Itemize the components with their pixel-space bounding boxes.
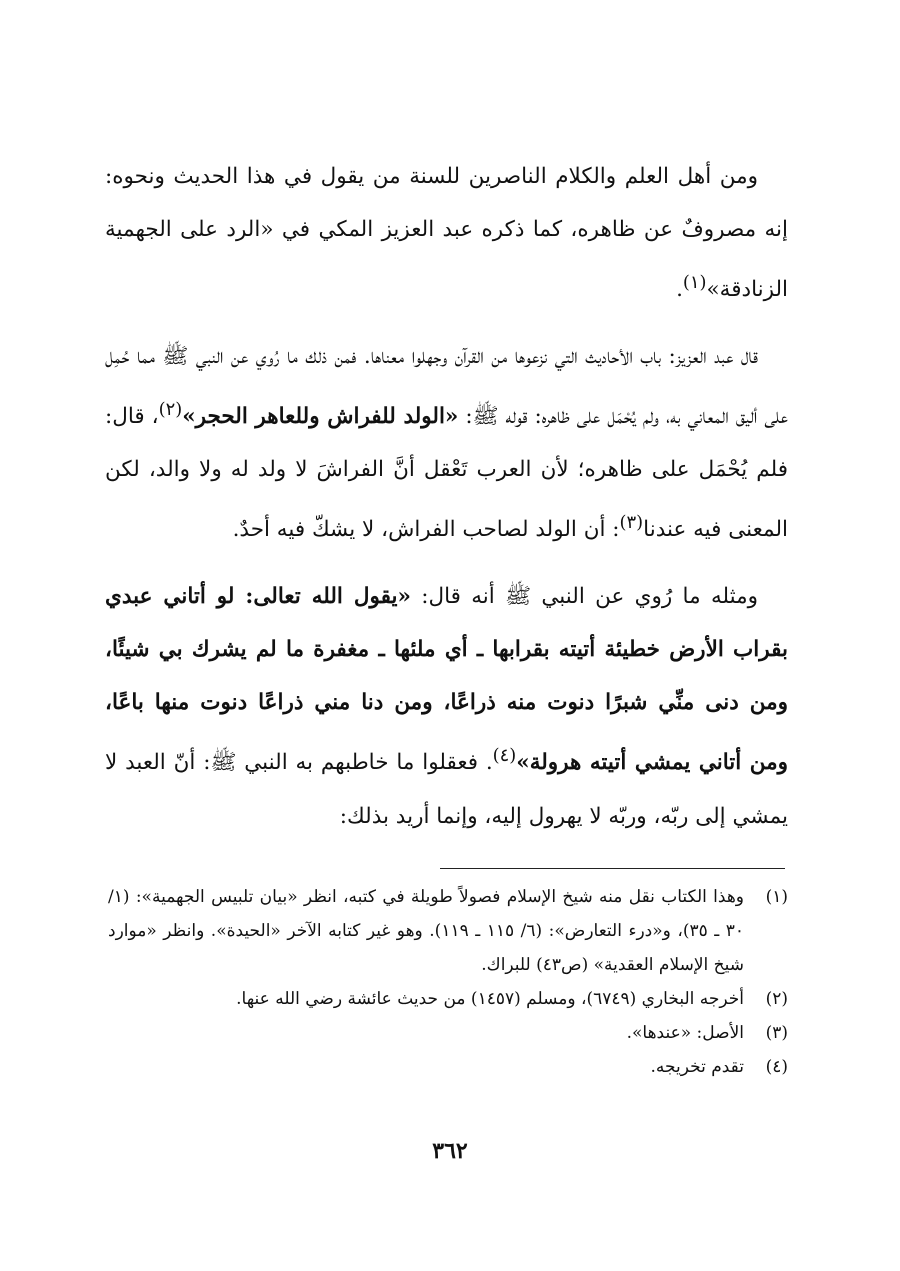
paragraph-3-text-2: . فعقلوا ما خاطبهم به النبي ﷺ: أنّ العبد لا يمشي إلى ربّه، وربّه لا يهرول إليه، وإنما أريد بذلك: (105, 750, 788, 829)
paragraph-2-text-2: ، قال: فلم يُحْمَل على ظاهره؛ لأن العرب تَعْقل أنَّ الفراشَ لا ولد له ولا والد، لكن المعنى فيه عندنا (105, 404, 788, 543)
footnote-ref-1[interactable]: (١) (682, 272, 707, 293)
footnote-text: تقدم تخريجه. (650, 1057, 744, 1077)
hadith-quote-2: «يقول الله تعالى: لو أتاني عبدي بقراب الأرض خطيئة أتيته بقرابها ـ أي ملئها ـ مغفرة ما لم يشرك بي شيئًا، ومن دنى منِّي شبرًا دنوت منه ذراعًا، ومن دنا مني ذراعًا دنوت منها باعًا، ومن أتاني يمشي أتيته هرولة» (105, 584, 788, 776)
paragraph-2-text-3: : أن الولد لصاحب الفراش، لا يشكّ فيه أحدٌ. (232, 517, 620, 543)
main-text (105, 150, 788, 853)
footnote-ref-2[interactable]: (٢) (158, 399, 183, 421)
footnote-number: (٢) (765, 989, 788, 1009)
footnotes (108, 880, 788, 1084)
paragraph-1-end: . (676, 277, 683, 303)
footnote-ref-3[interactable]: (٣) (619, 512, 644, 534)
footnote-text: أخرجه البخاري (٦٧٤٩)، ومسلم (١٤٥٧) من حديث عائشة رضي الله عنها. (236, 989, 744, 1009)
hadith-quote-1: «الولد للفراش وللعاهر الحجر» (182, 404, 459, 430)
footnote-ref-4[interactable]: (٤) (492, 745, 517, 767)
footnote-text: الأصل: «عندها». (626, 1023, 744, 1043)
paragraph-3-text: ومثله ما رُوي عن النبي ﷺ أنه قال: (410, 584, 758, 610)
paragraph-1 (105, 150, 788, 316)
paragraph-2-text: قال عبد العزيز: باب الأحاديث التي نزعوها من القرآن وجهلوا معناها. فمن ذلك ما رُوي عن النبي ﷺ مما حُمِل على أليق المعاني به، ولم يُحْمَل على ظاهره: قوله ﷺ: (105, 344, 788, 430)
footnote-text: وهذا الكتاب نقل منه شيخ الإسلام فصولاً طويلة في كتبه، انظر «بيان تلبيس الجهمية»: (١/ ٣٠ ـ ٣٥)، و«درء التعارض»: (٦/ ١١٥ ـ ١١٩). وهو غير كتابه الآخر «الحيدة». وانظر «موارد شيخ الإسلام العقدية» (ص٤٣) للبراك. (108, 887, 744, 975)
paragraph-1-text: ومن أهل العلم والكلام الناصرين للسنة من يقول في هذا الحديث ونحوه: إنه مصروفٌ عن ظاهره، كما ذكره عبد العزيز المكي في «الرد على الجهمية الزنادقة» (105, 164, 788, 303)
footnote-separator (440, 868, 785, 869)
footnote-number: (١) (765, 887, 788, 907)
page-number: ٣٦٢ (432, 1138, 468, 1164)
footnote-number: (٤) (765, 1057, 788, 1077)
paragraph-2 (105, 330, 788, 556)
footnote-3 (108, 1016, 788, 1050)
footnote-2 (108, 982, 788, 1016)
footnote-4 (108, 1050, 788, 1084)
footnote-number: (٣) (765, 1023, 788, 1043)
paragraph-3 (105, 570, 788, 842)
footnote-1 (108, 880, 788, 982)
